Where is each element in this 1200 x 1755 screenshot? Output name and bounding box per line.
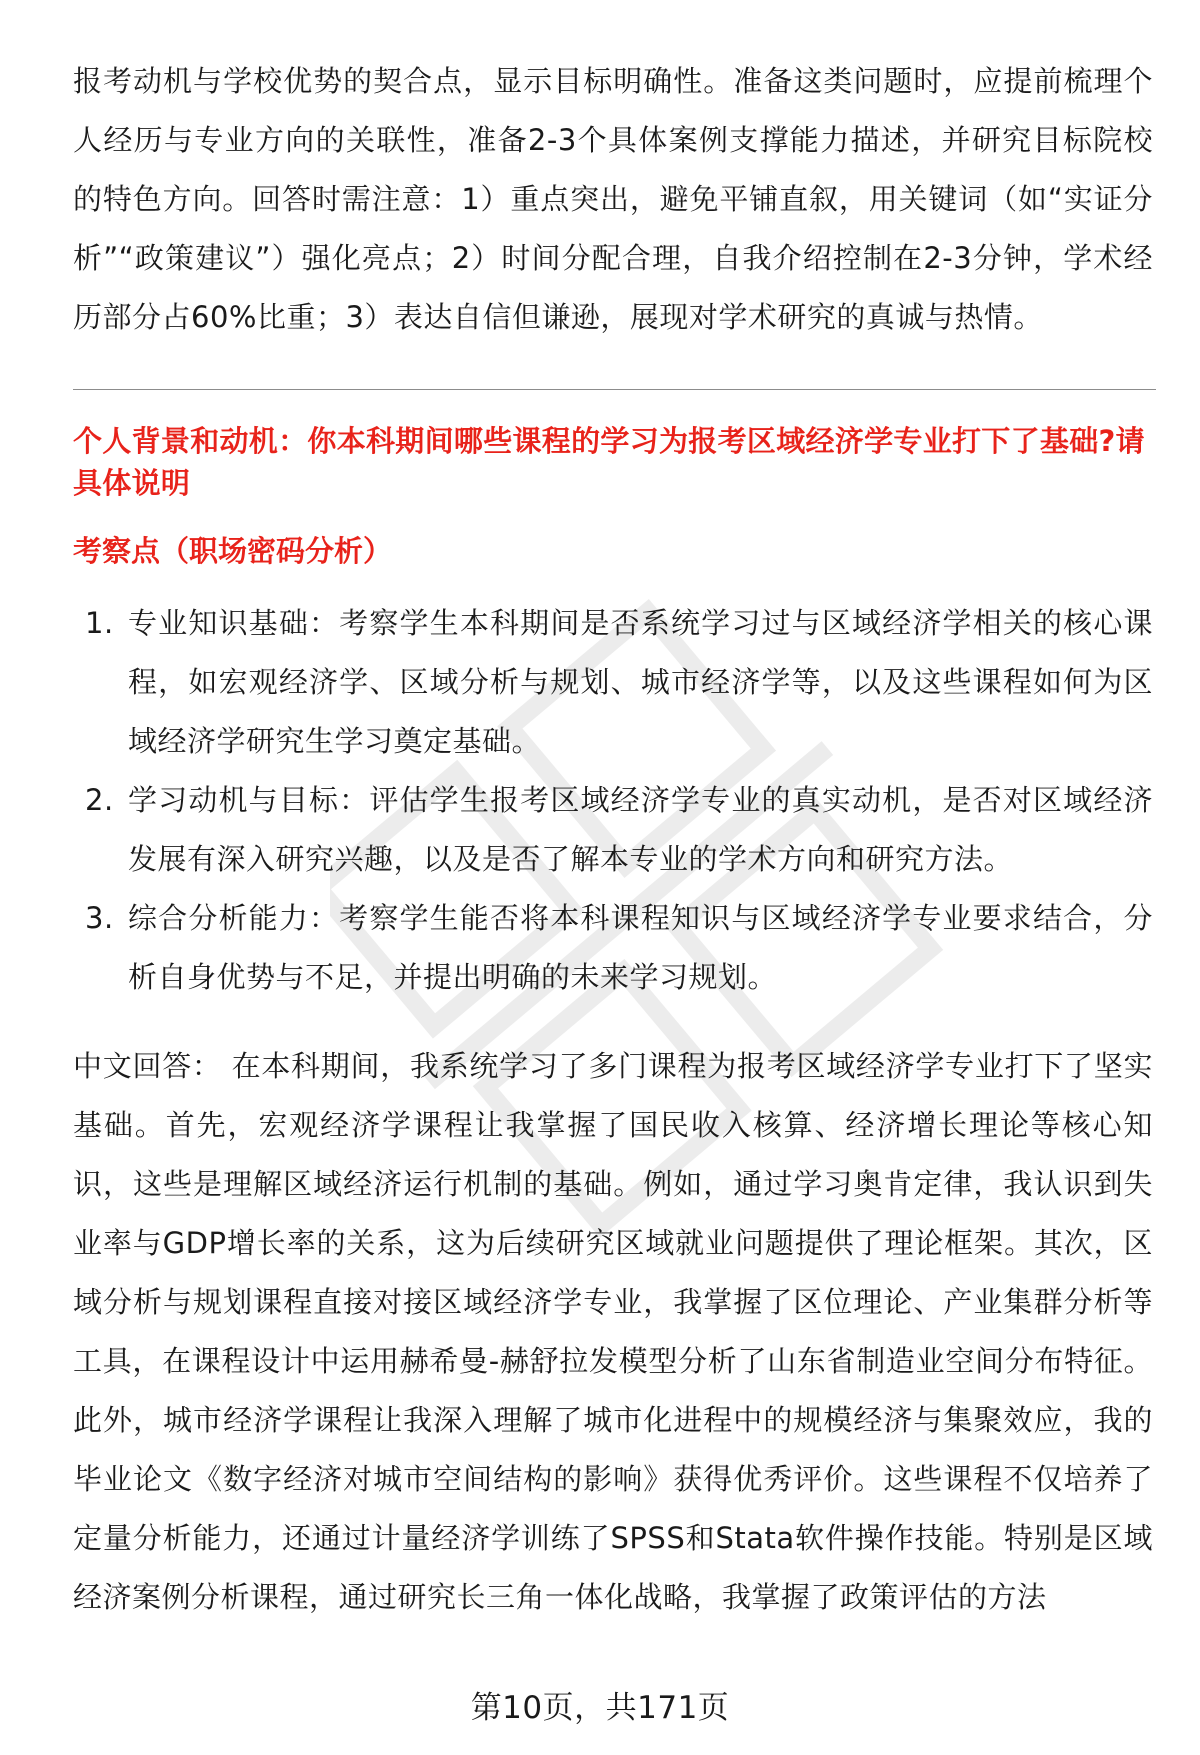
document-page	[73, 52, 1153, 1627]
list-item-text: 专业知识基础：考察学生本科期间是否系统学习过与区域经济学相关的核心课程，如宏观经济学、区域分析与规划、城市经济学等，以及这些课程如何为区域经济学研究生学习奠定基础。	[128, 606, 1153, 758]
list-item-text: 综合分析能力：考察学生能否将本科课程知识与区域经济学专业要求结合，分析自身优势与不足，并提出明确的未来学习规划。	[128, 901, 1153, 994]
intro-paragraph: 报考动机与学校优势的契合点，显示目标明确性。准备这类问题时，应提前梳理个人经历与专业方向的关联性，准备2-3个具体案例支撑能力描述，并研究目标院校的特色方向。回答时需注意：1）重点突出，避免平铺直叙，用关键词（如“实证分析”“政策建议”）强化亮点；2）时间分配合理，自我介绍控制在2-3分钟，学术经历部分占60%比重；3）表达自信但谦逊，展现对学术研究的真诚与热情。	[73, 64, 1153, 334]
list-item-number: 1.	[85, 606, 114, 640]
assessment-points-list	[73, 594, 1153, 1007]
section-title: 考察点（职场密码分析）	[73, 534, 393, 568]
list-item	[73, 594, 1153, 771]
list-item-text: 学习动机与目标：评估学生报考区域经济学专业的真实动机，是否对区域经济发展有深入研究兴趣，以及是否了解本专业的学术方向和研究方法。	[128, 783, 1153, 876]
answer-paragraph: 中文回答： 在本科期间，我系统学习了多门课程为报考区域经济学专业打下了坚实基础。首先，宏观经济学课程让我掌握了国民收入核算、经济增长理论等核心知识，这些是理解区域经济运行机制的基础。例如，通过学习奥肯定律，我认识到失业率与GDP增长率的关系，这为后续研究区域就业问题提供了理论框架。其次，区域分析与规划课程直接对接区域经济学专业，我掌握了区位理论、产业集群分析等工具，在课程设计中运用赫希曼-赫舒拉发模型分析了山东省制造业空间分布特征。此外，城市经济学课程让我深入理解了城市化进程中的规模经济与集聚效应，我的毕业论文《数字经济对城市空间结构的影响》获得优秀评价。这些课程不仅培养了定量分析能力，还通过计量经济学训练了SPSS和Stata软件操作技能。特别是区域经济案例分析课程，通过研究长三角一体化战略，我掌握了政策评估的方法	[73, 1049, 1153, 1614]
section-divider	[73, 389, 1156, 390]
list-item-number: 2.	[85, 783, 114, 817]
question-heading: 个人背景和动机：你本科期间哪些课程的学习为报考区域经济学专业打下了基础?请具体说明	[73, 424, 1145, 500]
page-footer: 第10页，共171页	[470, 1690, 730, 1726]
list-item	[73, 771, 1153, 889]
list-item-number: 3.	[85, 901, 114, 935]
list-item	[73, 889, 1153, 1007]
